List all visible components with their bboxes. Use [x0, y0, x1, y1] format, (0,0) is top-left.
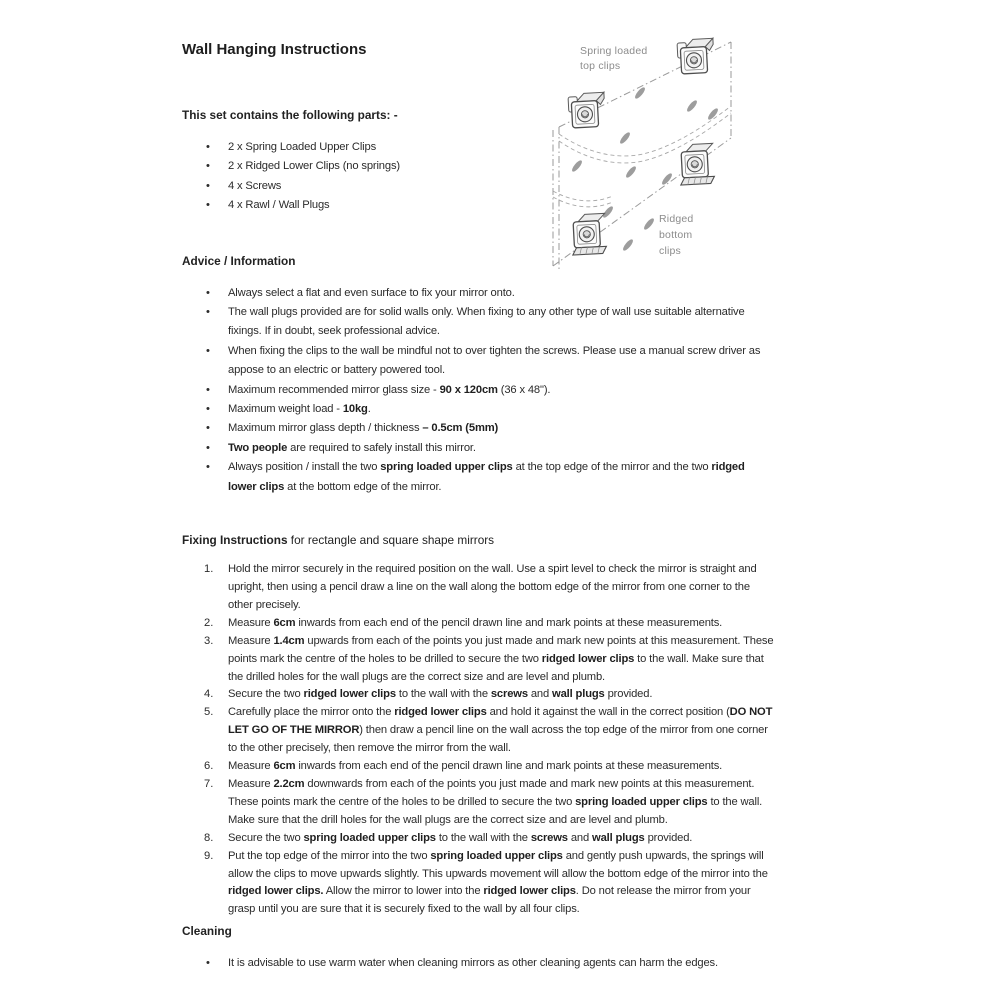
step-item — [182, 615, 774, 633]
step-item — [182, 830, 774, 848]
cleaning-list — [182, 954, 774, 973]
bullet-icon: • — [206, 179, 210, 192]
document-title: Wall Hanging Instructions — [182, 41, 367, 58]
step-number: 6. — [204, 760, 214, 773]
step-item — [182, 561, 774, 615]
step-text: Secure the two ridged lower clips to the wall with the screws and wall plugs provided. — [228, 688, 653, 701]
step-item — [182, 633, 774, 687]
bullet-icon: • — [206, 160, 210, 173]
list-item — [182, 138, 774, 157]
list-item-text: Two people are required to safely install this mirror. — [228, 441, 476, 454]
step-number: 3. — [204, 634, 214, 647]
list-item — [182, 303, 774, 342]
label-ridged-bottom-clips-line2: bottom — [659, 229, 693, 241]
step-number: 4. — [204, 688, 214, 701]
step-text: Secure the two spring loaded upper clips to the wall with the screws and wall plugs provided. — [228, 831, 693, 844]
list-item — [182, 954, 774, 973]
step-item — [182, 704, 774, 758]
list-item-text: It is advisable to use warm water when cleaning mirrors as other cleaning agents can harm the edges. — [228, 957, 718, 970]
step-text: Measure 6cm inwards from each end of the pencil drawn line and mark points at these measurements. — [228, 616, 723, 629]
list-item-text: Maximum recommended mirror glass size - 90 x 120cm (36 x 48"). — [228, 383, 551, 396]
label-ridged-bottom-clips-line1: Ridged — [659, 213, 694, 225]
parts-heading: This set contains the following parts: - — [182, 108, 398, 122]
list-item — [182, 419, 774, 438]
bullet-icon: • — [206, 441, 210, 454]
list-item — [182, 342, 774, 381]
fixing-steps-list — [182, 561, 774, 919]
bullet-icon: • — [206, 461, 210, 474]
fixing-heading-rest: for rectangle and square shape mirrors — [287, 533, 495, 548]
cleaning-heading: Cleaning — [182, 924, 232, 939]
label-spring-loaded-top-clips-line1: Spring loaded — [580, 45, 648, 57]
list-item-text: The wall plugs provided are for solid walls only. When fixing to any other type of wall use suitable alternative fixings. If in doubt, seek professional advice. — [228, 306, 745, 338]
label-ridged-bottom-clips-line3: clips — [659, 245, 682, 257]
bullet-icon: • — [206, 344, 210, 357]
advice-heading: Advice / Information — [182, 253, 296, 268]
list-item-text: When fixing the clips to the wall be mindful not to over tighten the screws. Please use a manual screw driver as appose to an electric or battery powered tool. — [228, 344, 761, 377]
bullet-icon: • — [206, 141, 210, 153]
step-text: Measure 6cm inwards from each end of the pencil drawn line and mark points at these measurements. — [228, 760, 723, 773]
list-item-text: Always select a flat and even surface to fix your mirror onto. — [228, 286, 515, 299]
list-item-text: 4 x Screws — [228, 179, 282, 192]
step-text: Measure 2.2cm downwards from each of the points you just made and mark new points at this measurement. These points mark the centre of the holes to be drilled to secure the two spring loaded upper clips to the wall. Make sure that the drill holes for the wall plugs are the correct size and are level and plumb. — [228, 777, 763, 826]
list-item — [182, 157, 774, 176]
step-text: Measure 1.4cm upwards from each of the points you just made and mark new points at this measurement. These points mark the centre of the holes to be drilled to secure the two ridged lower clips to the wall. Make sure that the drilled holes for the wall plugs are the correct size and are level and plumb. — [228, 634, 774, 683]
fixing-heading-bold: Fixing Instructions — [182, 533, 288, 548]
bullet-icon: • — [206, 306, 210, 319]
list-item — [182, 439, 774, 458]
list-item-text: 4 x Rawl / Wall Plugs — [228, 199, 330, 212]
list-item — [182, 196, 774, 215]
step-item — [182, 848, 774, 920]
bullet-icon: • — [206, 957, 210, 970]
step-text: Put the top edge of the mirror into the two spring loaded upper clips and gently push upwards, the springs will allow the clips to move upwards slightly. This upwards movement will allow the bottom edge of the mirror into the ridged lower clips. Allow the mirror to lower into the ridged lower clips. Do not release the mirror from your grasp until you are sure that it is securely fixed to the wall by all four clips. — [228, 849, 768, 916]
list-item-text: Maximum mirror glass depth / thickness – 0.5cm (5mm) — [228, 422, 499, 435]
step-number: 2. — [204, 616, 214, 629]
bullet-icon: • — [206, 422, 210, 435]
bullet-icon: • — [206, 199, 210, 212]
list-item-text: 2 x Spring Loaded Upper Clips — [228, 141, 377, 153]
step-number: 8. — [204, 831, 214, 844]
parts-list — [182, 138, 774, 216]
step-text: Carefully place the mirror onto the ridged lower clips and hold it against the wall in the correct position (DO NOT LET GO OF THE MIRROR) then draw a pencil line on the wall across the top edge of the mirror from one corner to the other precisely, then remove the mirror from the wall. — [228, 706, 773, 755]
advice-list — [182, 284, 774, 497]
list-item-text: Maximum weight load - 10kg. — [228, 403, 371, 416]
step-number: 9. — [204, 849, 214, 862]
step-number: 1. — [204, 563, 214, 576]
list-item — [182, 400, 774, 419]
step-item — [182, 758, 774, 776]
bullet-icon: • — [206, 403, 210, 416]
label-spring-loaded-top-clips-line2: top clips — [580, 60, 621, 72]
step-number: 7. — [204, 777, 214, 790]
bullet-icon: • — [206, 286, 210, 299]
fixing-heading — [182, 531, 774, 550]
list-item — [182, 458, 774, 497]
step-number: 5. — [204, 706, 214, 719]
step-item — [182, 776, 774, 830]
step-item — [182, 686, 774, 704]
list-item — [182, 177, 774, 196]
list-item-text: 2 x Ridged Lower Clips (no springs) — [228, 160, 400, 173]
list-item-text: Always position / install the two spring loaded upper clips at the top edge of the mirror and the two ridged lower clips at the bottom edge of the mirror. — [228, 461, 745, 493]
list-item — [182, 381, 774, 400]
document-content — [182, 0, 774, 974]
bullet-icon: • — [206, 383, 210, 396]
list-item — [182, 284, 774, 303]
step-text: Hold the mirror securely in the required position on the wall. Use a spirt level to check the mirror is straight and upright, then using a pencil draw a line on the wall along the bottom edge of the mirror from one corner to the other precisely. — [228, 563, 757, 611]
